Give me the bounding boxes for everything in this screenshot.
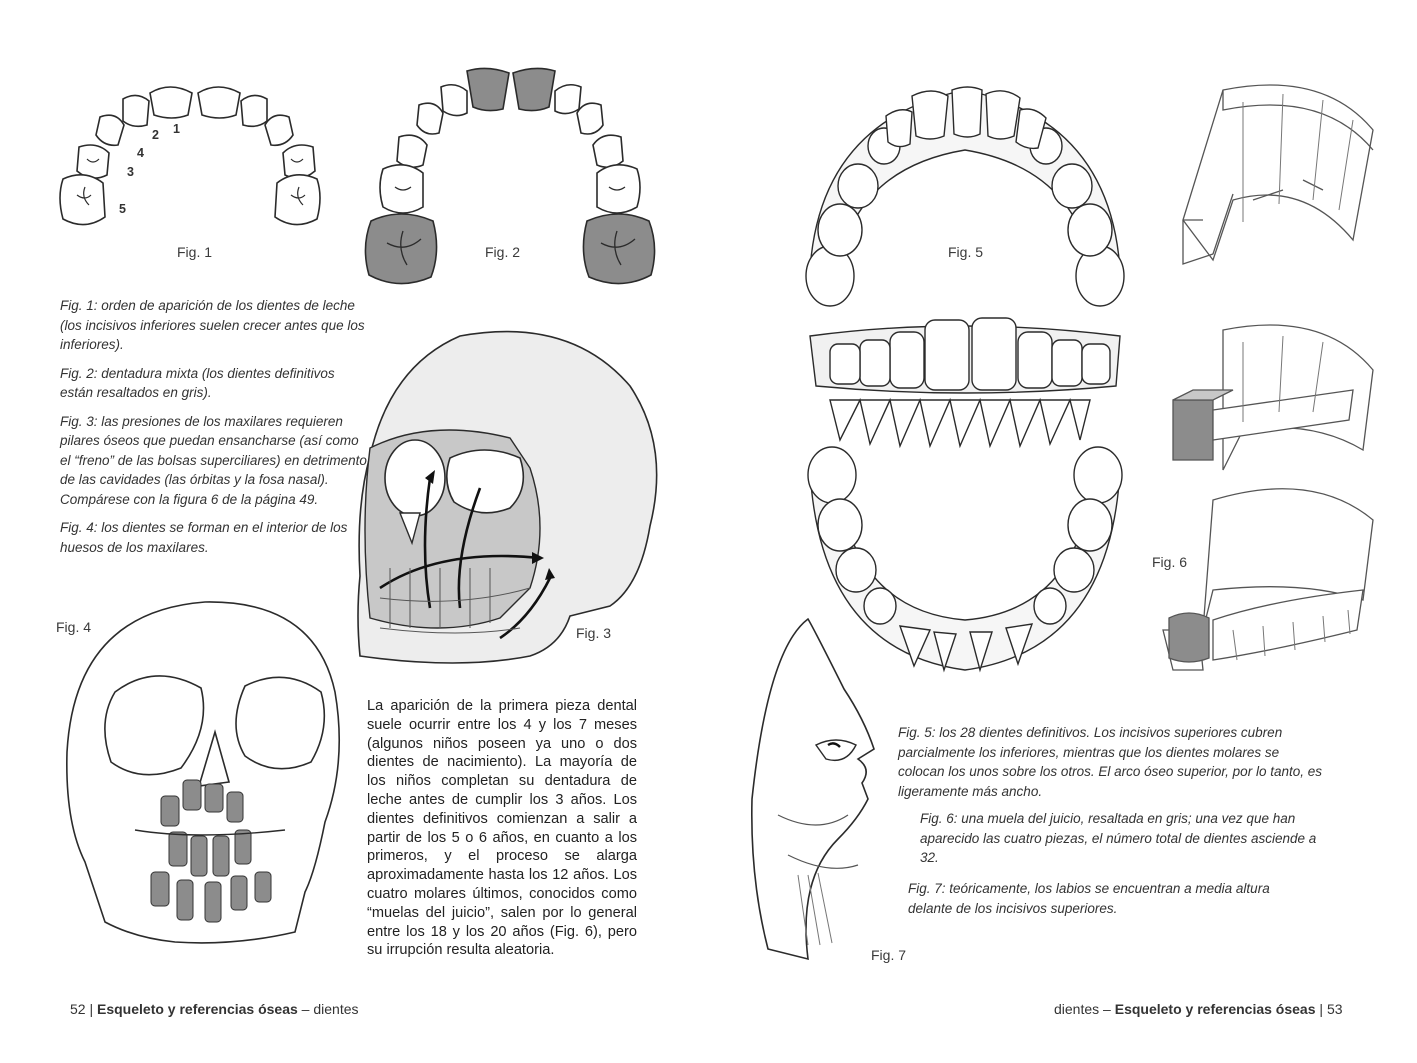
fig1-drawing (55, 75, 345, 235)
fig5-label: Fig. 5 (948, 244, 984, 260)
fig4-label: Fig. 4 (56, 619, 92, 635)
fig7-label: Fig. 7 (871, 947, 907, 963)
tooth-number-2: 2 (152, 128, 159, 142)
tooth-number-5: 5 (119, 202, 126, 216)
left-page (0, 0, 708, 1063)
fig4-caption: Fig. 4: los dientes se forman en el interior de los huesos de los maxilares. (60, 520, 348, 555)
tooth-number-1: 1 (173, 122, 180, 136)
fig3-caption: Fig. 3: las presiones de los maxilares requieren pilares óseos que puedan ensancharse (así como el “freno” de las bolsas superciliares) en detrimento de las cavidades (las órbitas y la fosa nasal). Compárese con la figura 6 de la página 49. (60, 413, 367, 507)
section-title: Esqueleto y referencias óseas (97, 1001, 298, 1017)
fig7-caption: Fig. 7: teóricamente, los labios se encuentran a media altura delante de los incisivos superiores. (908, 881, 1270, 916)
fig6-caption: Fig. 6: una muela del juicio, resaltada en gris; una vez que han aparecido las cuatro piezas, el número total de dientes asciende a 32. (920, 811, 1317, 865)
right-folio (1054, 1001, 1343, 1017)
right-page (708, 0, 1417, 1063)
fig1-caption: Fig. 1: orden de aparición de los dientes de leche (los incisivos inferiores suelen crecer antes que los inferiores). (60, 298, 365, 352)
tooth-number-3: 3 (127, 165, 134, 179)
fig6-label: Fig. 6 (1152, 554, 1188, 570)
fig3-label: Fig. 3 (576, 625, 612, 641)
left-captions (60, 296, 368, 566)
fig5-drawing (800, 70, 1130, 675)
section-title: Esqueleto y referencias óseas (1114, 1001, 1316, 1017)
folio-separator: | (1319, 1001, 1324, 1017)
folio-separator: | (89, 1001, 94, 1017)
page-number-right: 53 (1326, 1001, 1343, 1017)
topic-label: dientes (1054, 1001, 1100, 1017)
fig3-drawing (360, 328, 660, 670)
fig6-drawing (1163, 70, 1393, 695)
fig7-drawing (748, 615, 898, 965)
folio-dash: – (1103, 1001, 1111, 1017)
page-number-left: 52 (70, 1001, 86, 1017)
left-folio (70, 1001, 359, 1017)
fig2-caption: Fig. 2: dentadura mixta (los dientes definitivos están resaltados en gris). (60, 365, 335, 400)
body-paragraph: La aparición de la primera pieza dental suele ocurrir entre los 4 y los 7 meses (algunos niños poseen ya uno o dos dientes de nacimiento). La mayoría de los niños completan su dentadura de leche antes de cumplir los 3 años. Los dientes definitivos comienzan a salir a partir de los 5 o 6 años, en cuanto a los primeros, y el proceso se alarga aproximadamente hasta los 12 años. Los cuatro molares últimos, conocidos como “muelas del juicio”, salen por lo general entre los 18 y los 20 años (Fig. 6), pero su irrupción resulta aleatoria. (367, 698, 637, 959)
fig4-drawing (65, 600, 345, 940)
folio-dash: – (301, 1001, 310, 1017)
tooth-number-4: 4 (137, 146, 144, 160)
fig1-label: Fig. 1 (177, 244, 213, 260)
fig5-caption: Fig. 5: los 28 dientes definitivos. Los incisivos superiores cubren parcialmente los inferiores, mientras que los dientes molares se colocan los unos sobre los otros. El arco óseo superior, por lo tanto, es ligeramente más ancho. (898, 725, 1322, 799)
fig2-label: Fig. 2 (485, 244, 521, 260)
topic-label: dientes (313, 1001, 359, 1017)
